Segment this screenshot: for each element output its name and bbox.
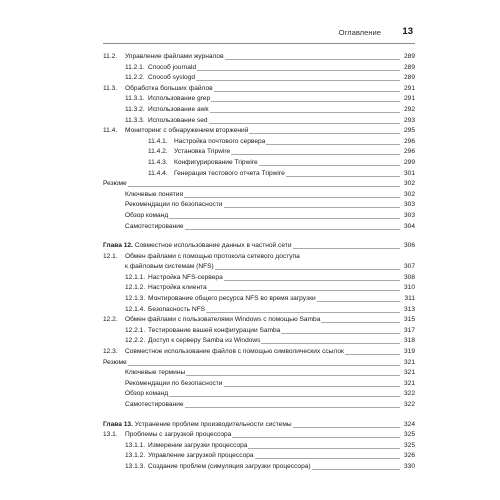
table-of-contents	[103, 52, 415, 473]
toc-entry-number: 13.1.3.	[125, 462, 146, 470]
toc-entry[interactable]	[103, 158, 415, 169]
toc-entry-number: 11.3.	[103, 84, 118, 92]
toc-entry-title: Настройка клиента	[148, 284, 207, 292]
toc-entry-page: 326	[403, 452, 415, 460]
toc-entry[interactable]	[103, 336, 415, 347]
toc-entry-page: 322	[403, 390, 415, 398]
toc-entry-title: Самотестирование	[125, 401, 184, 408]
dot-leader	[185, 229, 400, 230]
dot-leader	[208, 290, 400, 291]
toc-entry-page: 293	[403, 116, 415, 124]
toc-entry[interactable]	[103, 137, 415, 148]
toc-entry-page: 330	[403, 462, 415, 470]
toc-entry-title: Рекомендации по безопасности	[125, 201, 223, 209]
toc-entry-title: Способ syslogd	[148, 74, 196, 82]
toc-entry-number: 12.1.2.	[125, 284, 146, 292]
toc-entry[interactable]	[103, 63, 415, 74]
toc-entry-title: Настройка NFS-сервера	[148, 273, 223, 281]
toc-entry-page: 306	[403, 242, 415, 250]
dot-leader	[321, 322, 400, 323]
toc-entry-page: 317	[403, 326, 415, 334]
dot-leader	[197, 70, 400, 71]
toc-entry[interactable]	[103, 358, 415, 369]
toc-entry[interactable]	[103, 222, 415, 233]
chapter-label: Глава 13.	[103, 420, 133, 428]
toc-entry-title: Создание проблем (симуляция загрузки процессора)	[148, 462, 311, 470]
toc-entry[interactable]	[103, 400, 415, 411]
toc-entry[interactable]	[103, 73, 415, 84]
dot-leader	[214, 91, 400, 92]
toc-entry-title: Обмен файлами с помощью протокола сетевого доступа	[125, 252, 300, 260]
toc-entry-title: Тестирование вашей конфигурации Samba	[148, 326, 281, 334]
toc-entry-page: 295	[403, 127, 415, 135]
page-header	[103, 23, 415, 44]
dot-leader	[248, 448, 400, 449]
toc-entry-number: 11.4.4.	[148, 169, 168, 177]
toc-entry-page: 324	[403, 420, 415, 428]
dot-leader	[232, 437, 400, 438]
toc-entry-title: Резюме	[103, 358, 127, 366]
toc-entry-page: 299	[403, 158, 415, 166]
toc-entry-number: 12.2.2.	[125, 337, 146, 345]
dot-leader	[317, 301, 400, 302]
dot-leader	[209, 123, 400, 124]
toc-entry[interactable]	[103, 169, 415, 180]
toc-entry[interactable]	[103, 262, 415, 273]
dot-leader	[224, 207, 401, 208]
dot-leader	[231, 154, 400, 155]
toc-entry[interactable]	[103, 420, 415, 431]
toc-entry-title: Обзор команд	[125, 211, 169, 219]
toc-entry[interactable]	[103, 315, 415, 326]
toc-entry-number: 13.1.2.	[125, 452, 146, 460]
toc-entry-page: 289	[403, 74, 415, 82]
toc-entry-page: 311	[404, 295, 415, 303]
dot-leader	[224, 386, 401, 387]
toc-entry-number: 12.1.3.	[125, 295, 146, 303]
dot-leader	[169, 396, 400, 397]
dot-leader	[225, 59, 400, 60]
toc-entry[interactable]	[103, 211, 415, 222]
toc-entry-page: 307	[403, 263, 415, 271]
toc-entry-title: Использование grep	[148, 95, 211, 103]
toc-entry-number: 11.2.2.	[125, 74, 145, 82]
toc-entry[interactable]	[103, 430, 415, 441]
dot-leader	[185, 407, 400, 408]
toc-entry-page: 313	[403, 305, 415, 313]
toc-entry-title: Доступ к серверу Samba из Windows	[148, 337, 261, 345]
toc-entry-title: Резюме	[103, 180, 127, 188]
dot-leader	[259, 165, 400, 166]
toc-entry-title: к файловым системам (NFS)	[125, 263, 214, 271]
dot-leader	[312, 469, 400, 470]
page-number: 13	[402, 26, 413, 37]
dot-leader	[128, 186, 400, 187]
toc-entry-title: Управление загрузкой процессора	[148, 452, 254, 460]
dot-leader	[249, 133, 400, 134]
toc-entry[interactable]	[103, 326, 415, 337]
toc-entry[interactable]	[103, 84, 415, 95]
toc-entry-page: 319	[403, 348, 415, 356]
toc-entry-page: 291	[403, 95, 415, 103]
toc-entry[interactable]	[103, 179, 415, 190]
toc-entry[interactable]	[103, 52, 415, 63]
toc-entry-number: 11.3.3.	[125, 116, 145, 124]
toc-entry-title: Проблемы с загрузкой процессора	[125, 431, 232, 439]
toc-entry-number: 12.1.4.	[125, 305, 146, 313]
toc-entry-number: 12.2.	[103, 316, 118, 324]
toc-entry-page: 292	[403, 105, 415, 113]
toc-entry-page: 302	[403, 190, 415, 198]
running-header-title: Оглавление	[338, 28, 381, 37]
toc-entry-page: 296	[403, 148, 415, 156]
toc-entry-page: 322	[403, 401, 415, 408]
toc-entry[interactable]	[103, 190, 415, 201]
dot-leader	[210, 112, 400, 113]
toc-entry-page: 303	[403, 201, 415, 209]
toc-entry[interactable]	[103, 368, 415, 379]
toc-entry[interactable]	[103, 283, 415, 294]
toc-entry[interactable]	[103, 116, 415, 127]
dot-leader	[281, 333, 400, 334]
toc-entry[interactable]	[103, 200, 415, 211]
toc-entry[interactable]	[103, 451, 415, 462]
toc-entry[interactable]	[103, 305, 415, 316]
toc-entry-title: Безопасность NFS	[148, 305, 206, 313]
toc-entry-title: Мониторинг с обнаружением вторжений	[125, 127, 249, 135]
toc-entry-page: 325	[403, 431, 415, 439]
toc-entry-page: 308	[403, 273, 415, 281]
dot-leader	[293, 248, 400, 249]
toc-entry-number: 12.1.1.	[125, 273, 146, 281]
toc-entry-page: 291	[403, 84, 415, 92]
toc-entry-number: 11.4.2.	[148, 148, 168, 156]
toc-entry-title: Рекомендации по безопасности	[125, 379, 223, 387]
toc-entry-title: Обработка больших файлов	[125, 84, 213, 92]
toc-entry-title: Измерение загрузки процессора	[148, 441, 248, 449]
dot-leader	[206, 312, 400, 313]
dot-leader	[128, 365, 400, 366]
toc-entry-number: 11.2.	[103, 53, 118, 60]
toc-entry-number: 12.2.1.	[125, 326, 146, 334]
toc-entry-number: 11.4.	[103, 127, 118, 135]
toc-entry-page: 303	[403, 211, 415, 219]
toc-entry-page: 302	[403, 180, 415, 188]
toc-entry[interactable]	[103, 462, 415, 473]
toc-entry-title: Глава 12. Совместное использование данных в частной сети	[103, 242, 292, 250]
toc-entry[interactable]	[103, 94, 415, 105]
toc-entry[interactable]	[103, 252, 415, 263]
toc-entry-page: 289	[403, 53, 415, 60]
toc-entry-page: 310	[403, 284, 415, 292]
toc-entry[interactable]	[103, 241, 415, 252]
toc-entry-title: Установка Tripwire	[174, 148, 231, 156]
toc-entry-number: 11.3.2.	[125, 105, 145, 113]
dot-leader	[255, 458, 400, 459]
toc-entry-number: 12.1.	[103, 252, 118, 260]
dot-leader	[293, 427, 400, 428]
dot-leader	[266, 144, 400, 145]
toc-entry[interactable]	[103, 294, 415, 305]
dot-leader	[186, 375, 400, 376]
toc-entry-page: 321	[403, 379, 415, 387]
toc-entry-title: Использование awk	[148, 105, 209, 113]
dot-leader	[224, 280, 400, 281]
toc-entry-page: 315	[403, 316, 415, 324]
toc-entry-number: 11.3.1.	[125, 95, 145, 103]
toc-entry-number: 11.4.3.	[148, 158, 168, 166]
toc-entry-page: 304	[403, 222, 415, 230]
toc-entry-title: Самотестирование	[125, 222, 184, 230]
toc-entry-number: 12.3.	[103, 348, 118, 356]
dot-leader	[169, 218, 400, 219]
dot-leader	[184, 197, 400, 198]
toc-entry-title: Использование sed	[148, 116, 208, 124]
toc-entry-number: 11.4.1.	[148, 137, 168, 145]
toc-entry-page: 296	[403, 137, 415, 145]
dot-leader	[211, 101, 400, 102]
toc-entry-number: 13.1.1.	[125, 441, 146, 449]
toc-entry-page: 289	[403, 63, 415, 71]
toc-entry[interactable]	[103, 273, 415, 284]
toc-entry[interactable]	[103, 105, 415, 116]
dot-leader	[196, 80, 400, 81]
toc-entry-title: Конфигурирование Tripwire	[174, 158, 258, 166]
dot-leader	[286, 176, 400, 177]
toc-entry-title: Глава 13. Устранение проблем производительности системы	[103, 420, 292, 428]
toc-entry-title: Обмен файлами с пользователями Windows с помощью Samba	[125, 316, 321, 324]
toc-entry-page: 321	[403, 358, 415, 366]
toc-entry[interactable]	[103, 126, 415, 137]
toc-entry[interactable]	[103, 347, 415, 358]
toc-entry-number: 11.2.1.	[125, 63, 145, 71]
toc-entry-title: Ключевые термины	[125, 369, 186, 377]
toc-entry[interactable]	[103, 389, 415, 400]
toc-entry-title: Управление файлами журналов	[125, 53, 224, 60]
toc-entry-title: Ключевые понятия	[125, 190, 184, 198]
toc-entry[interactable]	[103, 379, 415, 390]
toc-entry-page: 321	[403, 369, 415, 377]
toc-entry-title: Монтирование общего ресурса NFS во время загрузки	[148, 295, 316, 303]
toc-entry-title: Настройка почтового сервера	[174, 137, 266, 145]
toc-entry-title: Генерация тестового отчета Tripwire	[174, 169, 285, 177]
dot-leader	[345, 354, 400, 355]
toc-entry-number: 13.1.	[103, 431, 118, 439]
toc-entry-title: Способ journald	[148, 63, 197, 71]
toc-entry-page: 318	[403, 337, 415, 345]
toc-entry-page: 301	[403, 169, 415, 177]
dot-leader	[261, 343, 400, 344]
dot-leader	[215, 269, 400, 270]
toc-entry[interactable]	[103, 441, 415, 452]
toc-entry-title: Обзор команд	[125, 390, 169, 398]
chapter-label: Глава 12.	[103, 242, 133, 250]
toc-entry-page: 325	[403, 441, 415, 449]
toc-entry[interactable]	[103, 147, 415, 158]
toc-entry-title: Совместное использование файлов с помощью символических ссылок	[125, 348, 344, 356]
